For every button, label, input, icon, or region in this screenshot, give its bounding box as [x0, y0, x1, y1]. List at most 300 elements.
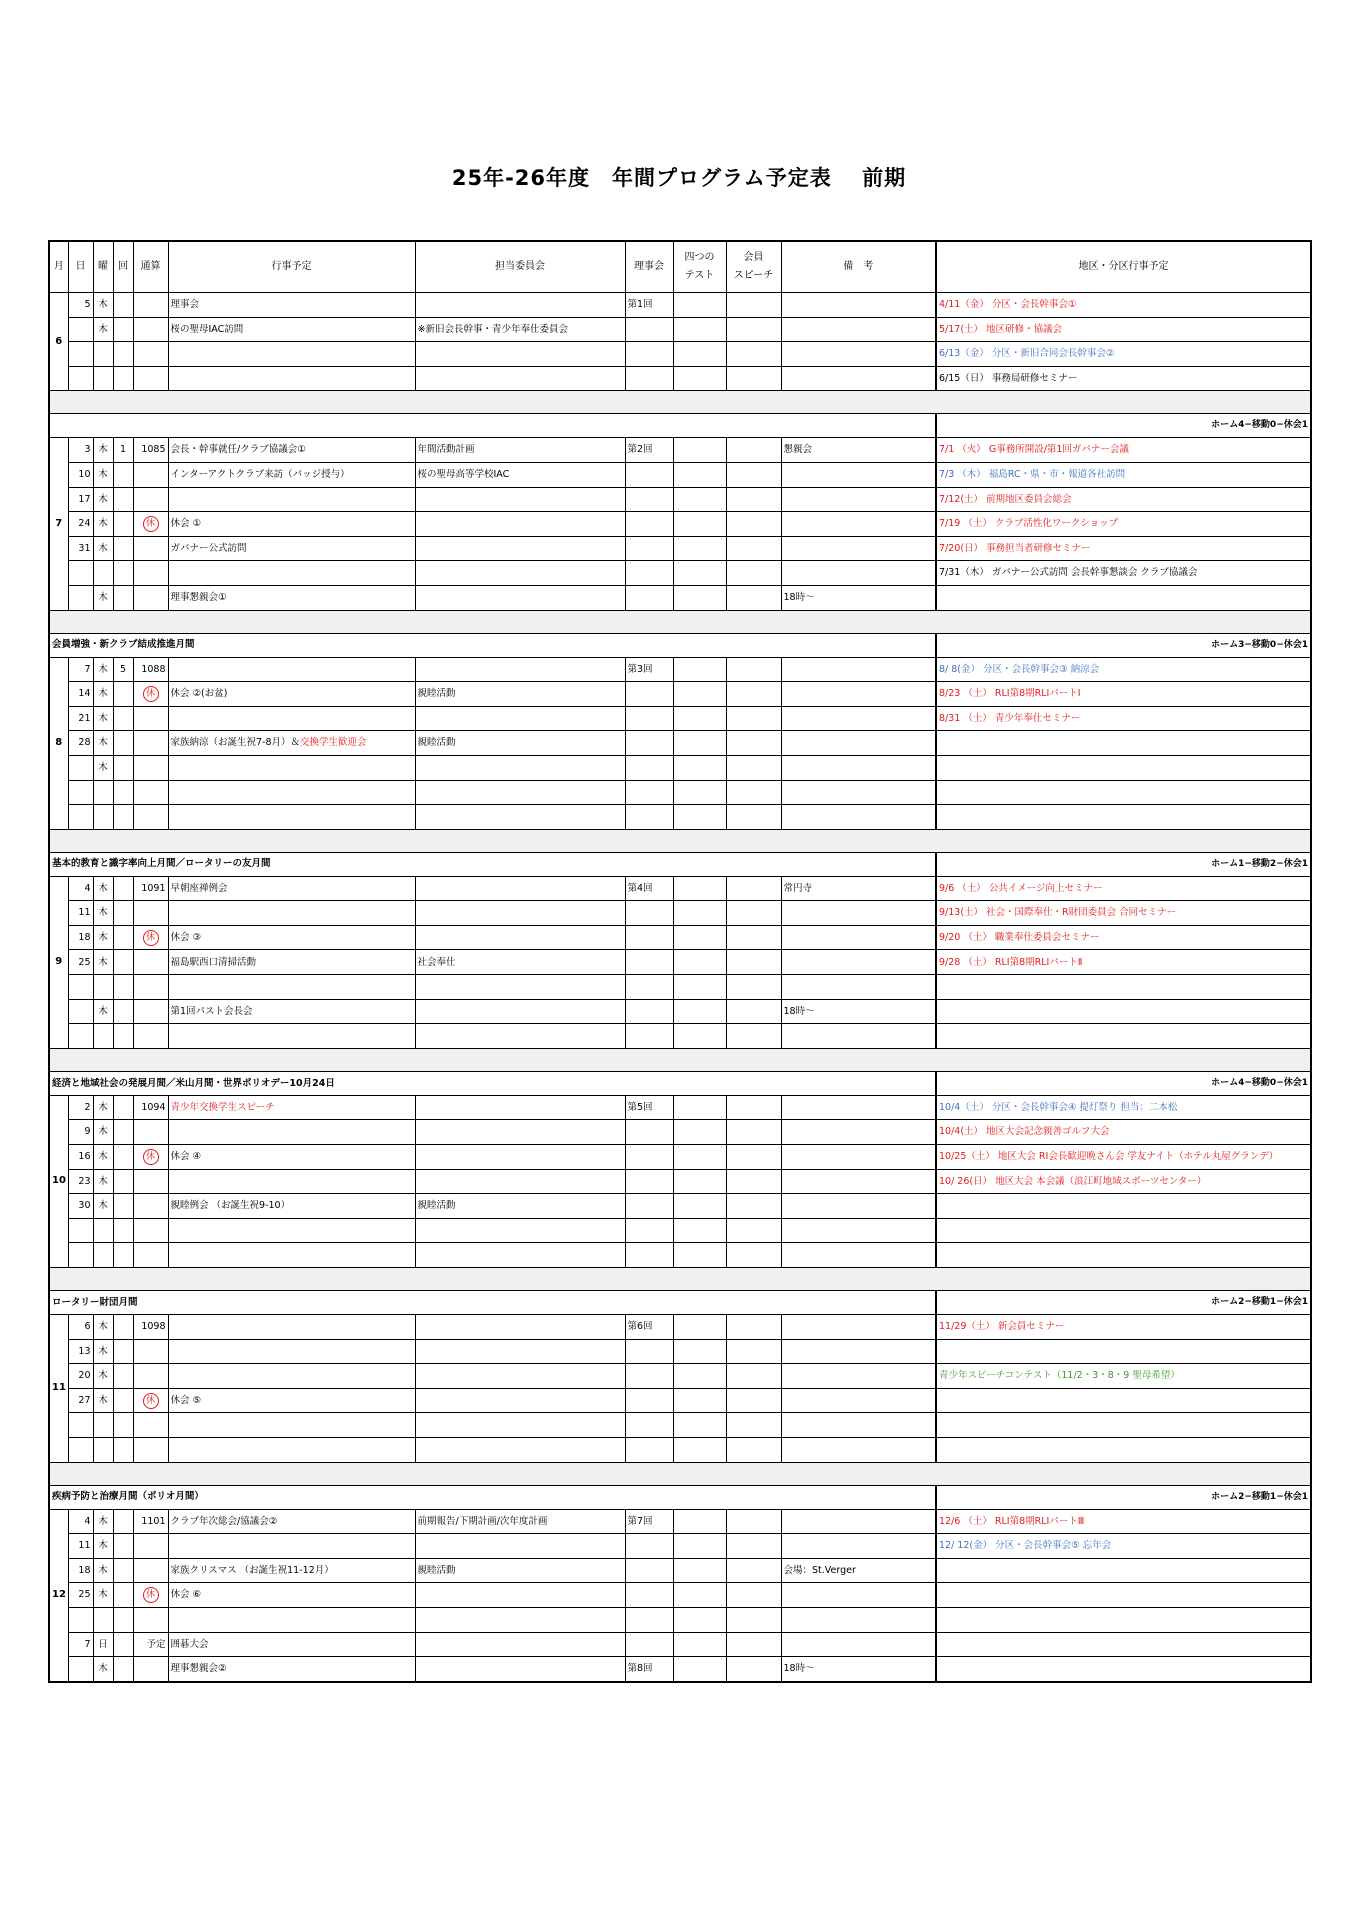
district-event-cell	[936, 1558, 1311, 1583]
month-theme: ロータリー財団月間	[49, 1291, 936, 1315]
schedule-row	[49, 1534, 1311, 1559]
notes-cell	[781, 1583, 936, 1608]
committee-cell	[415, 1218, 625, 1243]
district-event-cell	[936, 999, 1311, 1024]
four-way-test-cell	[673, 1534, 726, 1559]
notes-cell	[781, 706, 936, 731]
event-cell	[168, 950, 415, 975]
four-way-test-cell	[673, 1145, 726, 1170]
speech-cell	[726, 780, 781, 805]
round-cell	[113, 366, 133, 391]
separator-cell	[49, 391, 1311, 414]
speech-cell	[726, 805, 781, 830]
total-cell	[133, 925, 168, 950]
total-cell	[133, 512, 168, 537]
speech-cell	[726, 876, 781, 901]
district-event-cell	[936, 805, 1311, 830]
round-cell	[113, 876, 133, 901]
round-cell	[113, 561, 133, 586]
total-cell	[133, 1607, 168, 1632]
total-cell	[133, 805, 168, 830]
weekday-cell: 木	[93, 1315, 113, 1340]
four-way-test-cell	[673, 1218, 726, 1243]
round-cell	[113, 1218, 133, 1243]
event-text: 親睦例会 （お誕生祝9-10）	[170, 1200, 291, 1212]
day-cell: 17	[68, 487, 93, 512]
round-cell	[113, 805, 133, 830]
round-cell	[113, 585, 133, 610]
schedule-row	[49, 780, 1311, 805]
schedule-row	[49, 366, 1311, 391]
event-text: 理事懇親会②	[170, 1663, 227, 1675]
schedule-row	[49, 1218, 1311, 1243]
notes-cell	[781, 975, 936, 1000]
four-way-test-cell	[673, 755, 726, 780]
event-cell	[168, 925, 415, 950]
board-cell	[625, 536, 673, 561]
day-cell: 18	[68, 1558, 93, 1583]
col-district-header: 地区・分区行事予定	[936, 241, 1311, 293]
district-event-cell: 7/1 （火） G事務所開設/第1回ガバナー会議	[936, 438, 1311, 463]
schedule-row	[49, 1243, 1311, 1268]
total-cell	[133, 780, 168, 805]
speech-cell	[726, 1024, 781, 1049]
page-title: 25年-26年度 年間プログラム予定表 前期	[451, 166, 907, 190]
speech-cell	[726, 1607, 781, 1632]
notes-cell	[781, 950, 936, 975]
day-cell	[68, 366, 93, 391]
round-cell	[113, 975, 133, 1000]
event-cell	[168, 293, 415, 318]
four-way-test-cell	[673, 487, 726, 512]
four-way-test-cell	[673, 1657, 726, 1682]
notes-cell	[781, 366, 936, 391]
committee-cell: 桜の聖母高等学校IAC	[415, 462, 625, 487]
total-cell	[133, 342, 168, 367]
board-cell	[625, 1632, 673, 1657]
event-cell	[168, 657, 415, 682]
board-cell	[625, 706, 673, 731]
district-event-cell	[936, 1632, 1311, 1657]
round-cell	[113, 1413, 133, 1438]
board-cell: 第2回	[625, 438, 673, 463]
schedule-row	[49, 536, 1311, 561]
district-event-cell	[936, 1024, 1311, 1049]
notes-cell	[781, 780, 936, 805]
total-cell	[133, 901, 168, 926]
round-cell	[113, 1194, 133, 1219]
committee-cell: 前期報告/下期計画/次年度計画	[415, 1509, 625, 1534]
event-cell	[168, 1339, 415, 1364]
notes-cell	[781, 512, 936, 537]
day-cell	[68, 1607, 93, 1632]
month-theme: 会員増強・新クラブ結成推進月間	[49, 633, 936, 657]
weekday-cell: 木	[93, 1169, 113, 1194]
notes-cell	[781, 1243, 936, 1268]
event-cell	[168, 805, 415, 830]
day-cell	[68, 1437, 93, 1462]
four-way-test-cell	[673, 561, 726, 586]
committee-cell	[415, 487, 625, 512]
notes-cell	[781, 1145, 936, 1170]
committee-cell	[415, 561, 625, 586]
col-notes-header: 備 考	[781, 241, 936, 293]
notes-cell	[781, 755, 936, 780]
notes-cell	[781, 1169, 936, 1194]
day-cell: 4	[68, 1509, 93, 1534]
board-cell	[625, 1218, 673, 1243]
notes-cell	[781, 462, 936, 487]
notes-cell	[781, 1364, 936, 1389]
board-cell	[625, 780, 673, 805]
district-event-cell	[936, 755, 1311, 780]
schedule-row	[49, 1388, 1311, 1413]
district-event-cell	[936, 1388, 1311, 1413]
col-month-header: 月	[49, 241, 68, 293]
district-event-cell: 9/6 （土） 公共イメージ向上セミナー	[936, 876, 1311, 901]
weekday-cell	[93, 342, 113, 367]
total-cell	[133, 1558, 168, 1583]
speech-cell	[726, 1534, 781, 1559]
weekday-cell: 木	[93, 512, 113, 537]
four-way-test-cell	[673, 682, 726, 707]
round-cell	[113, 1339, 133, 1364]
event-cell	[168, 1388, 415, 1413]
speech-cell	[726, 1243, 781, 1268]
event-cell	[168, 462, 415, 487]
schedule-row	[49, 1437, 1311, 1462]
day-cell: 4	[68, 876, 93, 901]
round-cell	[113, 780, 133, 805]
speech-cell	[726, 682, 781, 707]
board-cell: 第8回	[625, 1657, 673, 1682]
district-event-cell	[936, 975, 1311, 1000]
four-way-test-cell	[673, 1607, 726, 1632]
event-cell	[168, 1364, 415, 1389]
round-cell	[113, 1607, 133, 1632]
day-cell: 10	[68, 462, 93, 487]
district-event-cell: 9/20 （土） 職業奉仕委員会セミナー	[936, 925, 1311, 950]
weekday-cell: 木	[93, 1194, 113, 1219]
schedule-row	[49, 805, 1311, 830]
day-cell: 21	[68, 706, 93, 731]
speech-cell	[726, 1169, 781, 1194]
round-cell: 1	[113, 438, 133, 463]
event-text: 桜の聖母IAC訪問	[170, 323, 244, 335]
event-text: 理事会	[170, 299, 200, 311]
speech-cell	[726, 901, 781, 926]
board-cell	[625, 1607, 673, 1632]
four-way-test-cell	[673, 1315, 726, 1340]
district-event-cell: 青少年スピーチコンテスト（11/2・3・8・9 聖母希望）	[936, 1364, 1311, 1389]
schedule-row	[49, 438, 1311, 463]
weekday-cell: 木	[93, 657, 113, 682]
round-cell	[113, 462, 133, 487]
event-cell	[168, 901, 415, 926]
round-cell	[113, 1509, 133, 1534]
total-cell	[133, 1657, 168, 1682]
notes-cell	[781, 1339, 936, 1364]
schedule-row	[49, 1558, 1311, 1583]
four-way-test-cell	[673, 1243, 726, 1268]
day-cell	[68, 342, 93, 367]
committee-cell	[415, 1583, 625, 1608]
district-event-cell: 11/29（土） 新会員セミナー	[936, 1315, 1311, 1340]
speech-cell	[726, 950, 781, 975]
day-cell	[68, 1243, 93, 1268]
total-cell	[133, 975, 168, 1000]
speech-cell	[726, 1218, 781, 1243]
schedule-row	[49, 731, 1311, 756]
four-way-test-cell	[673, 1095, 726, 1120]
committee-cell: 親睦活動	[415, 1194, 625, 1219]
speech-cell	[726, 1583, 781, 1608]
four-way-test-cell	[673, 1024, 726, 1049]
month-theme-row	[49, 1291, 1311, 1315]
committee-cell	[415, 1437, 625, 1462]
schedule-row	[49, 657, 1311, 682]
schedule-row	[49, 1145, 1311, 1170]
committee-cell	[415, 342, 625, 367]
speech-line2: スピーチ	[733, 270, 774, 281]
district-event-cell	[936, 1657, 1311, 1682]
weekday-cell	[93, 1243, 113, 1268]
speech-cell	[726, 438, 781, 463]
schedule-row	[49, 342, 1311, 367]
four-way-test-cell	[673, 1583, 726, 1608]
col-committee-header: 担当委員会	[415, 241, 625, 293]
weekday-cell: 日	[93, 1632, 113, 1657]
schedule-row	[49, 1607, 1311, 1632]
district-event-cell	[936, 780, 1311, 805]
day-cell: 20	[68, 1364, 93, 1389]
weekday-cell: 木	[93, 462, 113, 487]
schedule-row	[49, 999, 1311, 1024]
day-cell: 5	[68, 293, 93, 318]
separator-cell	[49, 610, 1311, 633]
notes-cell	[781, 1534, 936, 1559]
four-way-test-cell	[673, 706, 726, 731]
round-cell	[113, 293, 133, 318]
weekday-cell: 木	[93, 876, 113, 901]
four-way-test-cell	[673, 901, 726, 926]
four-way-line1: 四つの	[684, 252, 715, 263]
col-total-header: 通算	[133, 241, 168, 293]
board-cell	[625, 1583, 673, 1608]
schedule-row	[49, 1194, 1311, 1219]
speech-cell	[726, 487, 781, 512]
notes-cell	[781, 682, 936, 707]
weekday-cell: 木	[93, 585, 113, 610]
district-event-cell: 7/31（木） ガバナー公式訪問 会長幹事懇談会 クラブ協議会	[936, 561, 1311, 586]
committee-cell	[415, 1169, 625, 1194]
separator-cell	[49, 1048, 1311, 1071]
round-cell: 5	[113, 657, 133, 682]
month-separator	[49, 610, 1311, 633]
committee-cell	[415, 1315, 625, 1340]
event-cell	[168, 1632, 415, 1657]
round-cell	[113, 999, 133, 1024]
district-event-cell: 7/3 （木） 福島RC・県・市・報道各社訪問	[936, 462, 1311, 487]
recess-mark: 休	[143, 1393, 159, 1409]
speech-cell	[726, 366, 781, 391]
round-cell	[113, 1169, 133, 1194]
weekday-cell	[93, 1607, 113, 1632]
event-text: ガバナー公式訪問	[170, 542, 247, 554]
month-separator	[49, 1048, 1311, 1071]
committee-cell	[415, 1095, 625, 1120]
month-cell: 12	[49, 1509, 68, 1682]
schedule-row	[49, 1364, 1311, 1389]
committee-cell: 社会奉仕	[415, 950, 625, 975]
speech-cell	[726, 755, 781, 780]
round-cell	[113, 1315, 133, 1340]
four-way-test-cell	[673, 1558, 726, 1583]
board-cell	[625, 1437, 673, 1462]
board-cell	[625, 925, 673, 950]
separator-cell	[49, 829, 1311, 852]
weekday-cell	[93, 1437, 113, 1462]
total-cell: 予定	[133, 1632, 168, 1657]
notes-cell	[781, 1120, 936, 1145]
total-cell	[133, 1339, 168, 1364]
month-cell: 8	[49, 657, 68, 829]
speech-cell	[726, 1364, 781, 1389]
committee-cell	[415, 999, 625, 1024]
total-cell	[133, 536, 168, 561]
event-text: インターアクトクラブ来訪（バッジ授与）	[170, 469, 350, 481]
round-cell	[113, 1583, 133, 1608]
schedule-row	[49, 1509, 1311, 1534]
district-event-cell: 7/19 （土） クラブ活性化ワークショップ	[936, 512, 1311, 537]
weekday-cell: 木	[93, 706, 113, 731]
committee-cell	[415, 706, 625, 731]
board-cell	[625, 1145, 673, 1170]
weekday-cell: 木	[93, 1095, 113, 1120]
total-cell	[133, 293, 168, 318]
event-cell	[168, 536, 415, 561]
event-cell	[168, 1534, 415, 1559]
speech-cell	[726, 536, 781, 561]
round-cell	[113, 342, 133, 367]
month-theme-row	[49, 1071, 1311, 1095]
weekday-cell: 木	[93, 1145, 113, 1170]
total-cell: 1094	[133, 1095, 168, 1120]
event-cell	[168, 438, 415, 463]
month-cell: 9	[49, 876, 68, 1048]
total-cell	[133, 1194, 168, 1219]
weekday-cell: 木	[93, 682, 113, 707]
weekday-cell: 木	[93, 317, 113, 342]
district-event-cell: 10/ 26(日） 地区大会 本会議（浪江町地域スポーツセンター）	[936, 1169, 1311, 1194]
total-cell	[133, 1388, 168, 1413]
four-way-test-cell	[673, 1364, 726, 1389]
schedule-row	[49, 755, 1311, 780]
four-way-test-cell	[673, 1437, 726, 1462]
notes-cell: 18時〜	[781, 1657, 936, 1682]
district-event-cell: 10/4（土） 分区・会長幹事会④ 提灯祭り 担当：二本松	[936, 1095, 1311, 1120]
recess-mark: 休	[143, 686, 159, 702]
schedule-row	[49, 1583, 1311, 1608]
day-cell: 25	[68, 1583, 93, 1608]
four-way-test-cell	[673, 342, 726, 367]
event-text: 早朝座禅例会	[170, 882, 228, 894]
event-cell	[168, 1558, 415, 1583]
weekday-cell: 木	[93, 1120, 113, 1145]
district-event-cell: 6/13（金） 分区・新旧合同会長幹事会②	[936, 342, 1311, 367]
four-way-test-cell	[673, 1339, 726, 1364]
total-cell	[133, 1534, 168, 1559]
committee-cell	[415, 805, 625, 830]
day-cell	[68, 1413, 93, 1438]
weekday-cell: 木	[93, 438, 113, 463]
round-cell	[113, 1632, 133, 1657]
day-cell	[68, 317, 93, 342]
recess-mark: 休	[143, 1587, 159, 1603]
event-cell	[168, 780, 415, 805]
event-cell	[168, 1437, 415, 1462]
day-cell: 7	[68, 657, 93, 682]
event-cell	[168, 561, 415, 586]
event-cell	[168, 1315, 415, 1340]
board-cell	[625, 1388, 673, 1413]
total-cell	[133, 366, 168, 391]
event-cell	[168, 999, 415, 1024]
month-separator	[49, 391, 1311, 414]
board-cell	[625, 561, 673, 586]
committee-cell	[415, 1388, 625, 1413]
month-cell: 11	[49, 1315, 68, 1463]
schedule-row	[49, 1339, 1311, 1364]
notes-cell	[781, 1437, 936, 1462]
committee-cell	[415, 585, 625, 610]
event-cell	[168, 512, 415, 537]
notes-cell	[781, 1095, 936, 1120]
speech-cell	[726, 1632, 781, 1657]
weekday-cell: 木	[93, 293, 113, 318]
day-cell: 6	[68, 1315, 93, 1340]
schedule-row	[49, 1413, 1311, 1438]
event-text: 休会 ③	[170, 931, 202, 943]
day-cell: 2	[68, 1095, 93, 1120]
event-cell	[168, 755, 415, 780]
board-cell	[625, 731, 673, 756]
weekday-cell	[93, 975, 113, 1000]
event-text: 会長・幹事就任/クラブ協議会①	[170, 444, 306, 456]
month-cell: 10	[49, 1095, 68, 1267]
total-cell: 1088	[133, 657, 168, 682]
speech-cell	[726, 585, 781, 610]
schedule-row	[49, 1095, 1311, 1120]
day-cell: 9	[68, 1120, 93, 1145]
notes-cell	[781, 1315, 936, 1340]
day-cell: 7	[68, 1632, 93, 1657]
four-way-test-cell	[673, 731, 726, 756]
notes-cell	[781, 487, 936, 512]
notes-cell	[781, 293, 936, 318]
total-cell	[133, 1583, 168, 1608]
board-cell	[625, 1120, 673, 1145]
committee-cell	[415, 1120, 625, 1145]
committee-cell: 親睦活動	[415, 731, 625, 756]
event-text: 休会 ④	[170, 1151, 202, 1163]
round-cell	[113, 682, 133, 707]
schedule-row	[49, 1120, 1311, 1145]
weekday-cell: 木	[93, 731, 113, 756]
notes-cell: 常円寺	[781, 876, 936, 901]
board-cell	[625, 950, 673, 975]
four-way-test-cell	[673, 1169, 726, 1194]
